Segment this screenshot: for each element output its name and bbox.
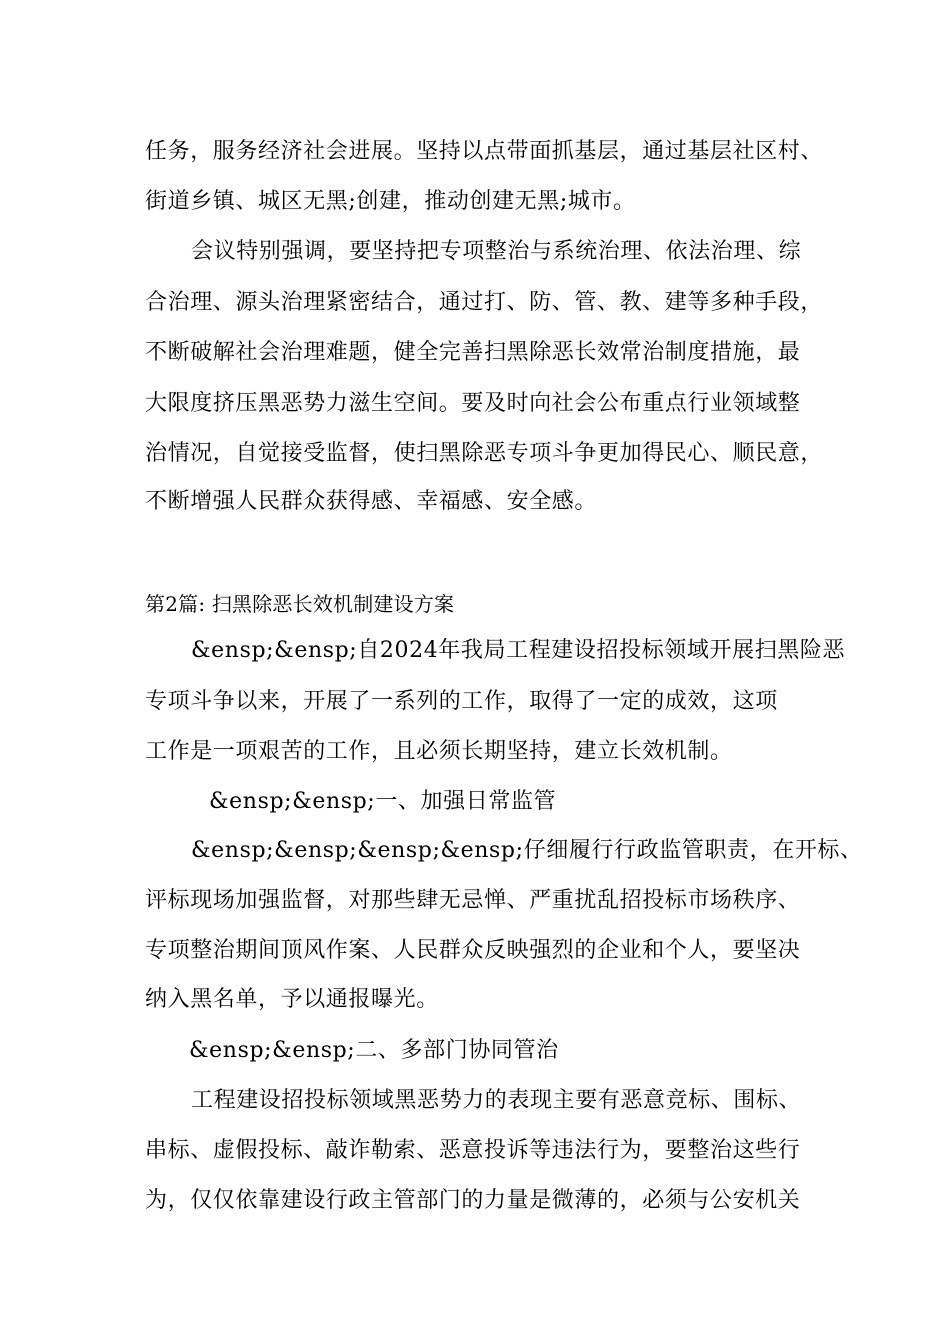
paragraph-line: 会议特别强调，要坚持把专项整治与系统治理、依法治理、综 xyxy=(191,239,802,264)
paragraph-line: 评标现场加强监督，对那些肆无忌惮、严重扰乱招投标市场秩序、 xyxy=(145,888,801,913)
paragraph-line: 大限度挤压黑恶势力滋生空间。要及时向社会公布重点行业领域整 xyxy=(145,391,801,416)
paragraph-line: 串标、虚假投标、敲诈勒索、恶意投诉等违法行为，要整治这些行 xyxy=(145,1138,801,1163)
paragraph-line: 工程建设招投标领域黑恶势力的表现主要有恶意竞标、围标、 xyxy=(191,1088,802,1113)
paragraph-line: 为，仅仅依靠建设行政主管部门的力量是微薄的，必须与公安机关 xyxy=(145,1188,801,1213)
paragraph-line: 专项斗争以来，开展了一系列的工作，取得了一定的成效，这项 xyxy=(145,689,778,714)
subheading-line: &ensp;&ensp;一、加强日常监管 xyxy=(209,789,557,814)
paragraph-line: 纳入黑名单，予以通报曝光。 xyxy=(145,987,439,1012)
section-heading: 第2篇: 扫黑除恶长效机制建设方案 xyxy=(145,592,455,616)
paragraph-line: 工作是一项艰苦的工作，且必须长期坚持，建立长效机制。 xyxy=(145,739,733,764)
paragraph-line: 合治理、源头治理紧密结合，通过打、防、管、教、建等多种手段， xyxy=(145,290,824,315)
paragraph-line: &ensp;&ensp;自2024年我局工程建设招投标领域开展扫黑险恶 xyxy=(191,638,846,663)
paragraph-line: 街道乡镇、城区无黑;创建，推动创建无黑;城市。 xyxy=(145,189,636,214)
paragraph-line: &ensp;&ensp;&ensp;&ensp;仔细履行行政监管职责，在开标、 xyxy=(191,838,863,863)
paragraph-line: 治情况，自觉接受监督，使扫黑除恶专项斗争更加得民心、顺民意， xyxy=(145,441,824,466)
paragraph-line: 不断破解社会治理难题，健全完善扫黑除恶长效常治制度措施，最 xyxy=(145,340,801,365)
subheading-line: &ensp;&ensp;二、多部门协同管治 xyxy=(189,1038,559,1063)
paragraph-line: 不断增强人民群众获得感、幸福感、安全感。 xyxy=(145,489,598,514)
paragraph-line: 专项整治期间顶风作案、人民群众反映强烈的企业和个人，要坚决 xyxy=(145,938,801,963)
paragraph-line: 任务，服务经济社会进展。坚持以点带面抓基层，通过基层社区村、 xyxy=(145,139,824,164)
